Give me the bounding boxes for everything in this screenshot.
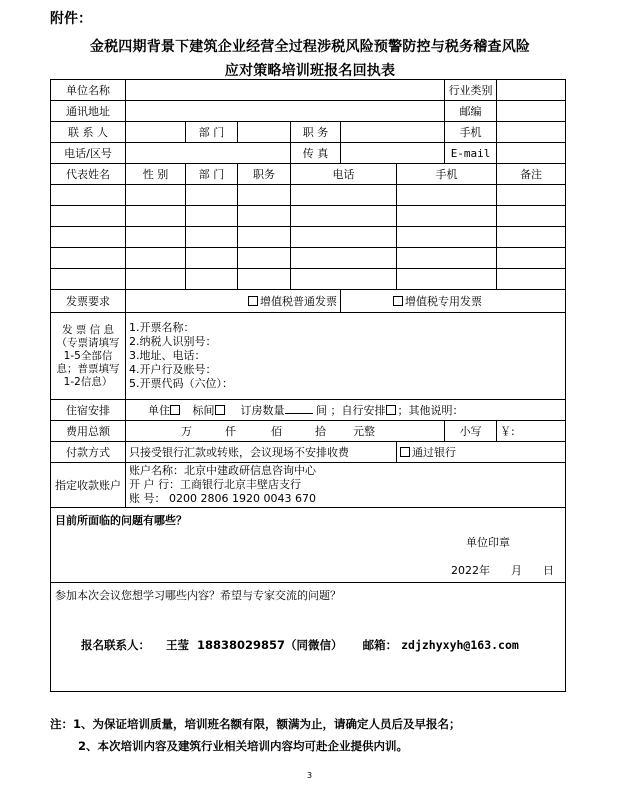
- registration-contact-line: [81, 637, 519, 653]
- checkbox-icon[interactable]: [170, 405, 180, 415]
- attendee-mobile-header: 手机: [397, 164, 497, 185]
- questions-field[interactable]: [51, 583, 566, 692]
- bank-account-name: 账户名称：北京中建政研信息咨询中心: [129, 464, 316, 477]
- registration-form-table: [50, 79, 566, 692]
- date-year: 2022年: [451, 564, 490, 577]
- bank-account-info: [126, 463, 566, 508]
- questions-label: 参加本次会议您想学习哪些内容？希望与专家交流的问题？: [55, 589, 341, 602]
- room-unit-label: 间: [316, 404, 327, 417]
- email-field[interactable]: [497, 143, 566, 164]
- attendee-dept-header: 部 门: [186, 164, 238, 185]
- unit-name-field[interactable]: [126, 80, 445, 101]
- mobile-field[interactable]: [497, 122, 566, 143]
- email-label: E-mail: [445, 143, 497, 164]
- contact-person-phone: 18838029857（同微信）: [197, 638, 343, 652]
- checkbox-icon[interactable]: [215, 405, 225, 415]
- checkbox-icon[interactable]: [400, 447, 410, 457]
- invoice-info-line: 4.开户行及账号：: [129, 363, 217, 376]
- bank-account-number: 0200 2806 1920 0043 670: [169, 492, 316, 505]
- position-label: 职 务: [291, 122, 341, 143]
- invoice-info-line: 1.开票名称：: [129, 321, 195, 334]
- unit-name-label: 单位名称: [51, 80, 126, 101]
- date-month: 月: [510, 564, 522, 577]
- other-notes-label: ；其他说明：: [397, 404, 464, 417]
- position-field[interactable]: [341, 122, 445, 143]
- invoice-special-label: 增值税专用发票: [405, 295, 482, 308]
- yen-symbol: ￥:: [500, 425, 515, 438]
- contact-person-label: 报名联系人：: [81, 638, 150, 652]
- attachment-label: 附件：: [50, 11, 92, 27]
- invoice-normal-label: 增值税普通发票: [260, 295, 337, 308]
- payment-method-label: 付款方式: [51, 442, 126, 463]
- contact-email[interactable]: zdjzhyxyh@163.com: [401, 638, 519, 652]
- address-field[interactable]: [126, 101, 445, 122]
- bank-transfer-option[interactable]: [397, 442, 566, 463]
- invoice-normal-option[interactable]: [126, 290, 341, 313]
- phone-label: 电话/区号: [51, 143, 126, 164]
- bank-account-number-label: 账 号：: [129, 492, 166, 505]
- contact-email-label: 邮箱：: [362, 638, 398, 652]
- phone-field[interactable]: [126, 143, 291, 164]
- fee-unit-wan: 万: [181, 425, 192, 438]
- invoice-special-option[interactable]: [341, 290, 566, 313]
- bank-account-number-line: [129, 492, 562, 506]
- attendee-phone-header: 电话: [291, 164, 397, 185]
- invoice-info-line: 5.开票代码（六位）：: [129, 377, 233, 390]
- standard-room-label: 标间: [192, 404, 215, 417]
- attendee-name-header: 代表姓名: [51, 164, 126, 185]
- page-number: 3: [306, 771, 313, 780]
- postcode-label: 邮编: [445, 101, 497, 122]
- dept-field[interactable]: [238, 122, 291, 143]
- room-count-label: 订房数量: [240, 404, 285, 417]
- fee-lowercase-field[interactable]: [497, 421, 566, 442]
- bank-transfer-label: 通过银行: [412, 446, 456, 459]
- bank-branch: 开 户 行：工商银行北京丰壁店支行: [129, 478, 301, 491]
- fee-total-label: 费用总额: [51, 421, 126, 442]
- fee-unit-qian: 仟: [225, 425, 236, 438]
- self-arrange-label: ；自行安排: [330, 404, 386, 417]
- checkbox-icon[interactable]: [386, 405, 396, 415]
- attendee-row[interactable]: [51, 227, 566, 248]
- attendee-row[interactable]: [51, 248, 566, 269]
- mobile-label: 手机: [445, 122, 497, 143]
- bank-account-label: 指定收款账户: [51, 463, 126, 508]
- form-title-line2: 应对策略培训班报名回执表: [224, 63, 396, 79]
- fee-total-field[interactable]: [126, 421, 445, 442]
- note-line-2: 2、本次培训内容及建筑行业相关培训内容均可赴企业提供内训。: [78, 739, 408, 753]
- postcode-field[interactable]: [497, 101, 566, 122]
- address-label: 通讯地址: [51, 101, 126, 122]
- date-line: [451, 562, 554, 578]
- note-line-1: 注：1、为保证培训质量，培训班名额有限，额满为止，请确定人员后及早报名；: [50, 717, 461, 731]
- fee-unit-yuan: 元整: [353, 425, 375, 438]
- fax-field[interactable]: [341, 143, 445, 164]
- fee-lowercase-label: 小写: [445, 421, 497, 442]
- checkbox-icon[interactable]: [393, 296, 403, 306]
- industry-label: 行业类别: [445, 80, 497, 101]
- dept-label: 部 门: [186, 122, 238, 143]
- lodging-label: 住宿安排: [51, 400, 126, 421]
- lodging-field[interactable]: [126, 400, 566, 421]
- fee-unit-bai: 佰: [271, 425, 282, 438]
- contact-field[interactable]: [126, 122, 186, 143]
- invoice-info-line: 2.纳税人识别号：: [129, 335, 217, 348]
- invoice-info-line: 3.地址、电话：: [129, 349, 206, 362]
- contact-person-name: 王莹: [166, 638, 190, 652]
- fee-unit-shi: 拾: [315, 425, 326, 438]
- problems-label: 目前所面临的问题有哪些？: [55, 514, 187, 527]
- invoice-requirement-label: 发票要求: [51, 290, 126, 313]
- attendee-position-header: 职务: [238, 164, 291, 185]
- payment-method-text: 只接受银行汇款或转账，会议现场不安排收费: [126, 442, 397, 463]
- fax-label: 传 真: [291, 143, 341, 164]
- attendee-remark-header: 备注: [497, 164, 566, 185]
- industry-field[interactable]: [497, 80, 566, 101]
- attendee-gender-header: 性 别: [126, 164, 186, 185]
- attendee-row[interactable]: [51, 185, 566, 206]
- invoice-info-label: 发 票 信 息（专票请填写1-5全部信息；普票填写1-2信息）: [51, 313, 126, 400]
- unit-seal-label: 单位印章: [466, 536, 510, 549]
- room-count-blank[interactable]: [285, 404, 313, 414]
- attendee-row[interactable]: [51, 206, 566, 227]
- date-day: 日: [542, 564, 554, 577]
- invoice-info-field[interactable]: [126, 313, 566, 400]
- contact-label: 联 系 人: [51, 122, 126, 143]
- attendee-row[interactable]: [51, 269, 566, 290]
- form-title-line1: 金税四期背景下建筑企业经营全过程涉税风险预警防控与税务稽查风险: [89, 39, 531, 55]
- single-room-label: 单住: [148, 404, 170, 417]
- checkbox-icon[interactable]: [248, 296, 258, 306]
- problems-field[interactable]: [51, 508, 566, 583]
